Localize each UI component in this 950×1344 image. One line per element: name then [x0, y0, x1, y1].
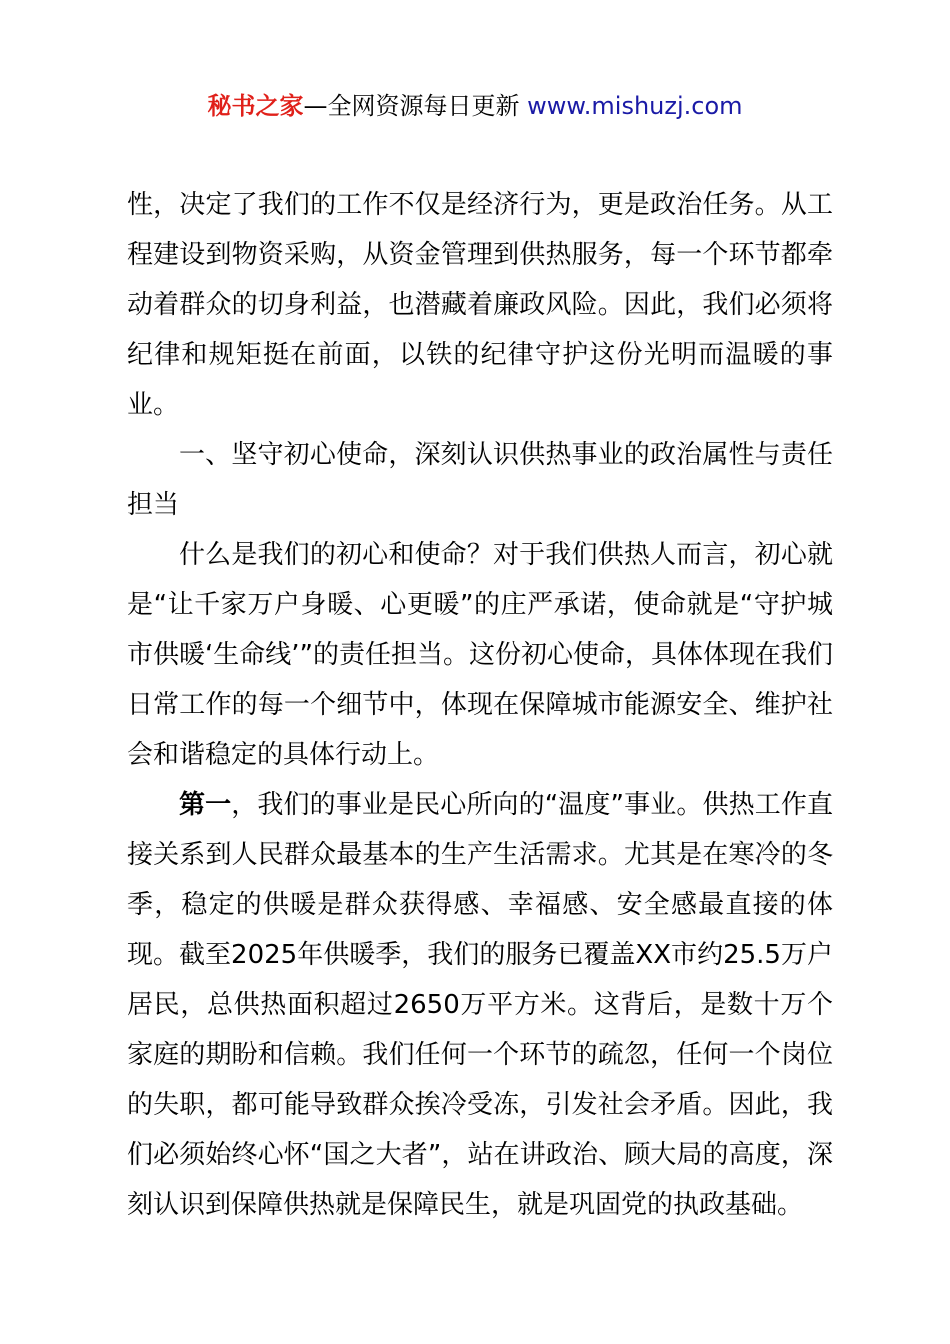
- header-tagline: —全网资源每日更新: [303, 92, 528, 120]
- document-body: [127, 180, 833, 1230]
- first-point-lead: 第一: [179, 790, 232, 820]
- brand-name: 秘书之家: [207, 92, 304, 120]
- paragraph-continuation: 性，决定了我们的工作不仅是经济行为，更是政治任务。从工程建设到物资采购，从资金管理到供热服务，每一个环节都牵动着群众的切身利益，也潜藏着廉政风险。因此，我们必须将纪律和规矩挺在前面，以铁的纪律守护这份光明而温暖的事业。: [127, 190, 833, 420]
- section-heading-1: 一、坚守初心使命，深刻认识供热事业的政治属性与责任担当: [127, 440, 833, 520]
- paragraph-first-point: [127, 780, 833, 1230]
- first-point-body: ，我们的事业是民心所向的“温度”事业。供热工作直接关系到人民群众最基本的生产生活需求。尤其是在寒冷的冬季，稳定的供暖是群众获得感、幸福感、安全感最直接的体现。截至2025年供暖季，我们的服务已覆盖XX市约25.5万户居民，总供热面积超过2650万平方米。这背后，是数十万个家庭的期盼和信赖。我们任何一个环节的疏忽，任何一个岗位的失职，都可能导致群众挨冷受冻，引发社会矛盾。因此，我们必须始终心怀“国之大者”，站在讲政治、顾大局的高度，深刻认识到保障供热就是保障民生，就是巩固党的执政基础。: [127, 790, 833, 1220]
- website-link[interactable]: www.mishuzj.com: [527, 92, 743, 120]
- page-header: [0, 86, 950, 126]
- paragraph-mission: 什么是我们的初心和使命？对于我们供热人而言，初心就是“让千家万户身暖、心更暖”的庄严承诺，使命就是“守护城市供暖‘生命线’”的责任担当。这份初心使命，具体体现在我们日常工作的每一个细节中，体现在保障城市能源安全、维护社会和谐稳定的具体行动上。: [127, 540, 833, 770]
